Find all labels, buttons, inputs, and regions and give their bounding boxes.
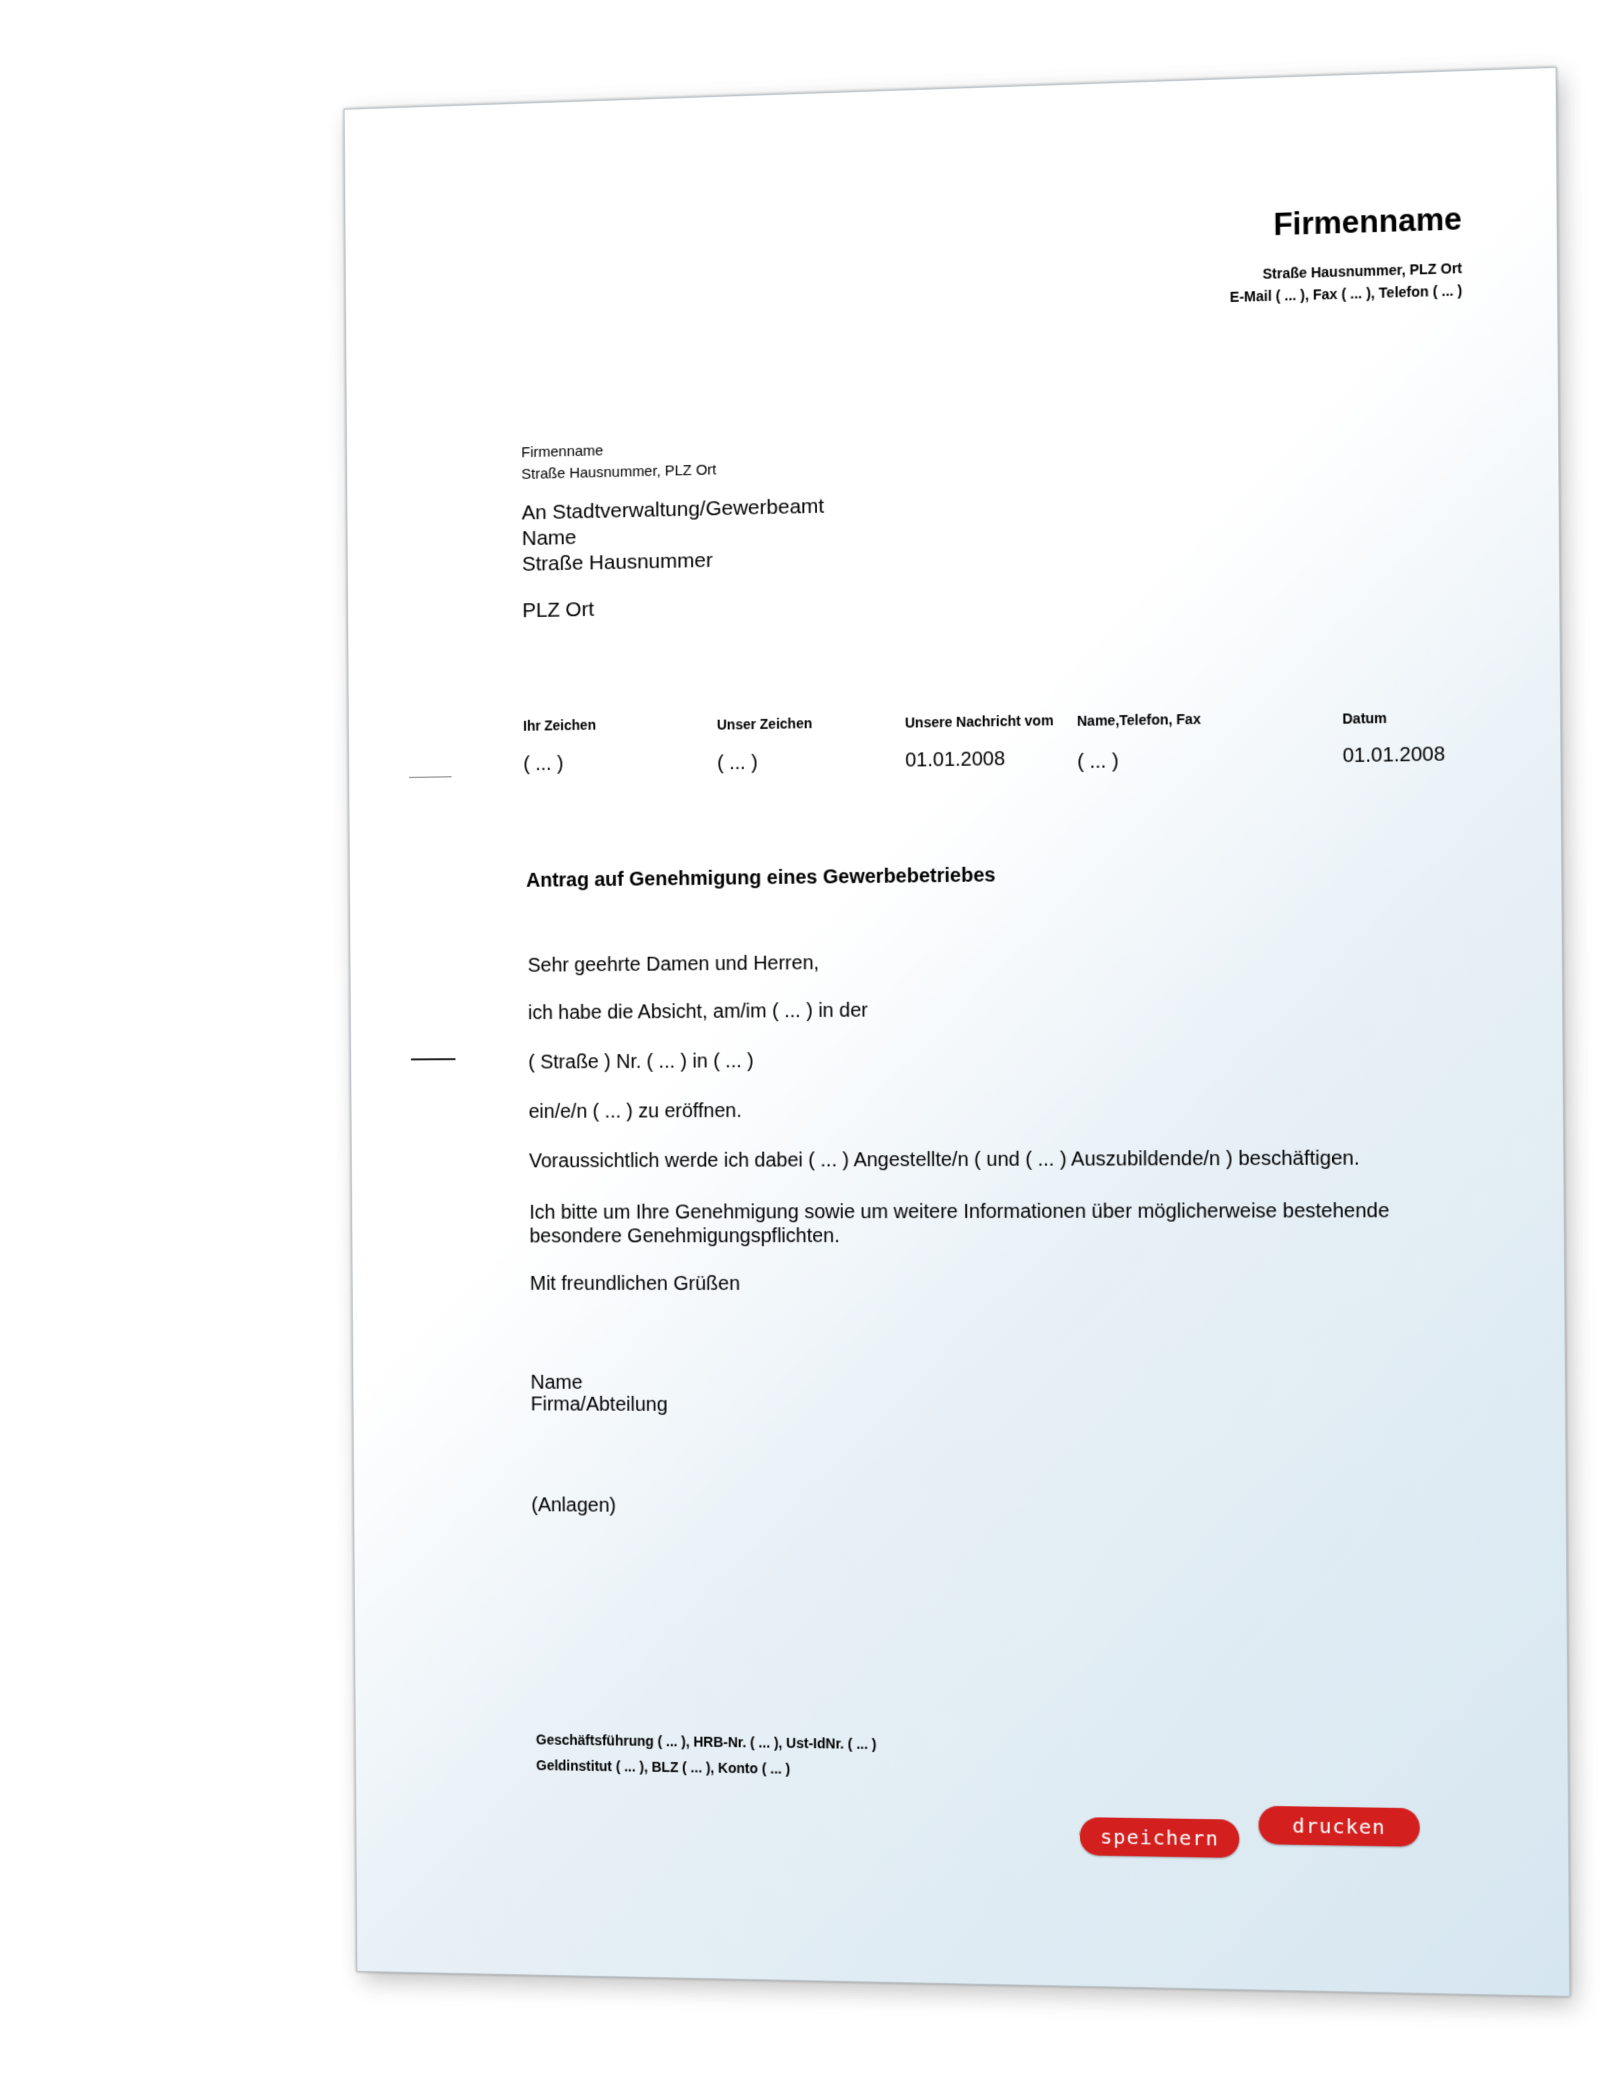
footer-line-1: Geschäftsführung ( ... ), HRB-Nr. ( ... ), Ust-IdNr. ( ... ) xyxy=(535,1731,877,1753)
ref-value-unser-zeichen: ( ... ) xyxy=(717,751,758,775)
ref-label-datum: Datum xyxy=(1342,709,1387,727)
ref-value-name-telefon-fax: ( ... ) xyxy=(1077,750,1119,774)
signature-department: Firma/Abteilung xyxy=(530,1393,668,1416)
footer-line-2: Geldinstitut ( ... ), BLZ ( ... ), Konto ( ... ) xyxy=(536,1757,791,1777)
recipient-line-2: Name xyxy=(521,526,577,551)
save-button[interactable]: speichern xyxy=(1080,1817,1240,1858)
signature-name: Name xyxy=(530,1371,583,1394)
recipient-line-3: Straße Hausnummer xyxy=(521,548,713,576)
body-closing: Mit freundlichen Grüßen xyxy=(529,1273,741,1295)
body-line-5b: besondere Genehmigungspflichten. xyxy=(529,1225,840,1248)
ref-value-unsere-nachricht: 01.01.2008 xyxy=(905,748,1006,772)
body-line-4: Voraussichtlich werde ich dabei ( ... ) Angestellte/n ( und ( ... ) Auszubildende/n ) beschäftigen. xyxy=(528,1147,1360,1173)
print-button[interactable]: drucken xyxy=(1258,1806,1420,1847)
attachments-note: (Anlagen) xyxy=(531,1494,617,1517)
letterhead-contact: E-Mail ( ... ), Fax ( ... ), Telefon ( ... ) xyxy=(1229,282,1463,306)
recipient-block xyxy=(522,494,825,578)
subject-line: Antrag auf Genehmigung eines Gewerbebetriebes xyxy=(526,864,996,892)
fold-mark-top xyxy=(409,776,452,778)
body-line-1: ich habe die Absicht, am/im ( ... ) in der xyxy=(527,999,868,1025)
body-line-2: ( Straße ) Nr. ( ... ) in ( ... ) xyxy=(528,1050,754,1074)
sender-name: Firmenname xyxy=(521,442,604,462)
letterhead-company-name: Firmenname xyxy=(1273,201,1462,243)
body-line-5a: Ich bitte um Ihre Genehmigung sowie um weitere Informationen über möglicherweise bestehende xyxy=(529,1200,1390,1224)
ref-label-ihr-zeichen: Ihr Zeichen xyxy=(523,716,597,734)
body-salutation: Sehr geehrte Damen und Herren, xyxy=(527,952,820,977)
fold-mark-middle xyxy=(411,1058,456,1060)
ref-label-unser-zeichen: Unser Zeichen xyxy=(716,715,813,733)
recipient-city: PLZ Ort xyxy=(522,598,595,623)
sender-address: Straße Hausnummer, PLZ Ort xyxy=(521,461,717,483)
ref-label-unsere-nachricht: Unsere Nachricht vom xyxy=(904,712,1054,731)
ref-value-datum: 01.01.2008 xyxy=(1342,743,1446,768)
ref-label-name-telefon-fax: Name,Telefon, Fax xyxy=(1076,710,1201,729)
recipient-line-1: An Stadtverwaltung/Gewerbeamt xyxy=(521,494,825,525)
letterhead-address: Straße Hausnummer, PLZ Ort xyxy=(1262,259,1463,282)
ref-value-ihr-zeichen: ( ... ) xyxy=(523,752,564,776)
letter-page xyxy=(344,67,1571,1997)
body-line-3: ein/e/n ( ... ) zu eröffnen. xyxy=(528,1100,742,1123)
